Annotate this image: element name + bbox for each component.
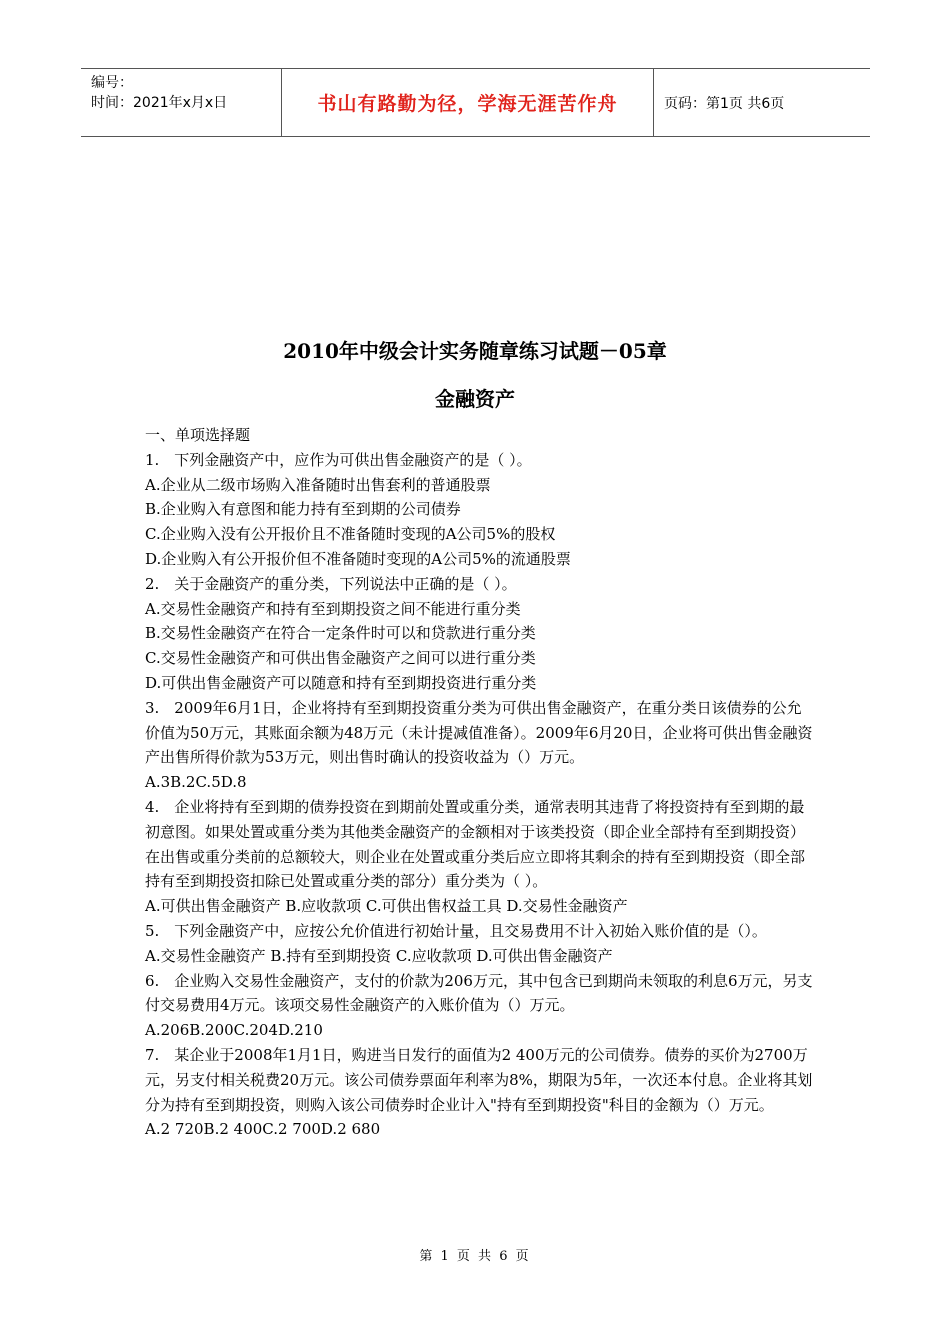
option-line: A.企业从二级市场购入准备随时出售套利的普通股票 [145, 475, 491, 494]
header-motto: 书山有路勤为径，学海无涯苦作舟 [282, 69, 654, 136]
option-line: C.交易性金融资产和可供出售金融资产之间可以进行重分类 [145, 649, 536, 668]
question-line: 2. 关于金融资产的重分类，下列说法中正确的是（ ）。 [145, 574, 517, 593]
question-line: 1. 下列金融资产中，应作为可供出售金融资产的是（ ）。 [145, 450, 532, 469]
document-title: 2010年中级会计实务随章练习试题－05章 [283, 339, 667, 363]
document-body [145, 423, 815, 1142]
question-line: 4. 企业将持有至到期的债券投资在到期前处置或重分类，通常表明其违背了将投资持有至到期的最初意图。如果处置或重分类为其他类金融资产的金额相对于该类投资（即企业全部持有至到期投资）在出售或重分类前的总额较大，则企业在处置或重分类后应立即将其剩余的持有至到期投资（即全部持有至到期投资扣除已处置或重分类的部分）重分类为（ ）。 [145, 797, 806, 891]
option-line: A.可供出售金融资产 B.应收款项 C.可供出售权益工具 D.交易性金融资产 [145, 897, 628, 916]
option-line: A.交易性金融资产 B.持有至到期投资 C.应收款项 D.可供出售金融资产 [145, 946, 613, 965]
document-subtitle: 金融资产 [435, 387, 515, 411]
question-line: 3. 2009年6月1日，企业将持有至到期投资重分类为可供出售金融资产，在重分类日该债券的公允价值为50万元，其账面余额为48万元（未计提减值准备）。2009年6月20日，企业将可供出售金融资产出售所得价款为53万元，则出售时确认的投资收益为（）万元。 [145, 698, 813, 767]
option-line: B.企业购入有意图和能力持有至到期的公司债券 [145, 500, 461, 519]
option-line: A.2 720B.2 400C.2 700D.2 680 [145, 1120, 381, 1139]
question-line: 7. 某企业于2008年1月1日，购进当日发行的面值为2 400万元的公司债券。债券的买价为2700万元，另支付相关税费20万元。该公司债券票面年利率为8%，期限为5年，一次还本付息。企业将其划分为持有至到期投资，则购入该公司债券时企业计入"持有至到期投资"科目的金额为（）万元。 [145, 1045, 813, 1114]
option-line: A.206B.200C.204D.210 [145, 1021, 323, 1040]
option-line: D.企业购入有公开报价但不准备随时变现的A公司5%的流通股票 [145, 549, 571, 568]
page-footer: 第 1 页 共 6 页 [419, 1249, 531, 1264]
header-meta [81, 69, 282, 136]
code-label: 编号： [91, 75, 133, 91]
option-line: B.交易性金融资产在符合一定条件时可以和贷款进行重分类 [145, 624, 536, 643]
option-line: A.交易性金融资产和持有至到期投资之间不能进行重分类 [145, 599, 521, 618]
section-heading: 一、单项选择题 [145, 426, 251, 444]
option-line: A.3B.2C.5D.8 [145, 773, 247, 792]
question-line: 5. 下列金融资产中，应按公允价值进行初始计量，且交易费用不计入初始入账价值的是（）。 [145, 921, 767, 940]
question-line: 6. 企业购入交易性金融资产，支付的价款为206万元，其中包含已到期尚未领取的利息6万元，另支付交易费用4万元。该项交易性金融资产的入账价值为（）万元。 [145, 971, 813, 1015]
option-line: C.企业购入没有公开报价且不准备随时变现的A公司5%的股权 [145, 525, 556, 544]
time-label: 时间：2021年x月x日 [91, 95, 228, 111]
header-page-info: 页码：第1页 共6页 [664, 95, 785, 112]
page-header [81, 68, 870, 137]
option-line: D.可供出售金融资产可以随意和持有至到期投资进行重分类 [145, 673, 537, 692]
